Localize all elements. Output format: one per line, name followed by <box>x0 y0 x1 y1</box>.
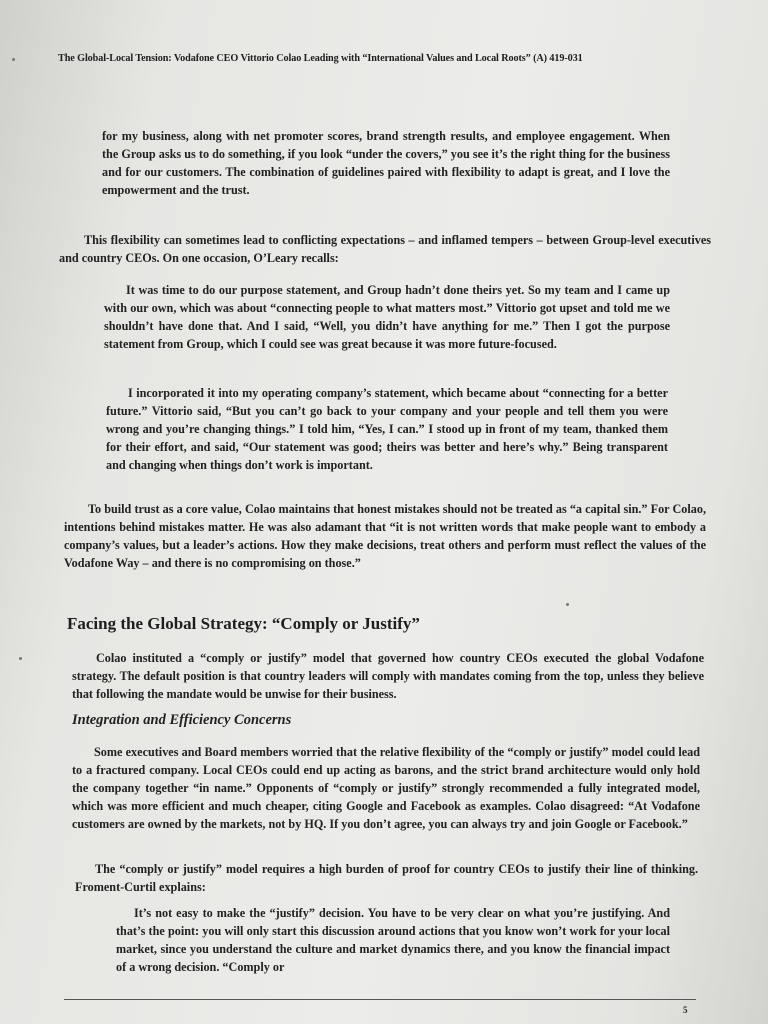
paper-speck <box>566 603 569 606</box>
body-paragraph: This flexibility can sometimes lead to conflicting expectations – and inflamed tempers – between Group-level executives and country CEOs. On one occasion, O’Leary recalls: <box>59 233 711 265</box>
body-paragraph: Colao instituted a “comply or justify” model that governed how country CEOs executed the global Vodafone strategy. The default position is that country leaders will comply with mandates coming from the top, unless they believe that following the mandate would be unwise for their business. <box>72 651 704 701</box>
body-paragraph: The “comply or justify” model requires a high burden of proof for country CEOs to justify their line of thinking. Froment-Curtil explains: <box>75 862 698 894</box>
block-quote-paragraph: It’s not easy to make the “justify” decision. You have to be very clear on what you’re justifying. And that’s the point: you will only start this discussion around actions that you know won’t work for your local market, since you understand the culture and market dynamics there, and you know the financial impact of a wrong decision. “Comply or <box>116 906 670 974</box>
section-heading: Facing the Global Strategy: “Comply or Justify” <box>67 614 420 633</box>
block-quote-paragraph: I incorporated it into my operating company’s statement, which became about “connecting for a better future.” Vittorio said, “But you can’t go back to your company and your people and tell them you were wrong and you’re changing things.” I told him, “Yes, I can.” I stood up in front of my team, thanked them for their effort, and said, “Our statement was good; theirs was better and here’s why.” Being transparent and changing when things don’t work is important. <box>106 386 668 472</box>
running-header: The Global-Local Tension: Vodafone CEO Vittorio Colao Leading with “International Values and Local Roots” (A) 419-031 <box>58 53 583 64</box>
paper-speck <box>12 58 15 61</box>
block-quote-paragraph: It was time to do our purpose statement, and Group hadn’t done theirs yet. So my team and I came up with our own, which was about “connecting people to what matters most.” Vittorio got upset and told me we shouldn’t have done that. And I said, “Well, you didn’t have anything for me.” Then I got the purpose statement from Group, which I could see was great because it was more future-focused. <box>104 283 670 351</box>
footer-rule <box>64 999 696 1000</box>
body-paragraph: To build trust as a core value, Colao maintains that honest mistakes should not be treated as “a capital sin.” For Colao, intentions behind mistakes matter. He was also adamant that “it is not written words that make people want to embody a company’s values, but a leader’s actions. How they make decisions, treat others and perform must reflect the values of the Vodafone Way – and there is no compromising on those.” <box>64 502 706 570</box>
block-quote-paragraph: for my business, along with net promoter scores, brand strength results, and employee engagement. When the Group asks us to do something, if you look “under the covers,” you see it’s the right thing for the business and for our customers. The combination of guidelines paired with flexibility to adapt is great, and I love the empowerment and the trust. <box>102 129 670 197</box>
page-number: 5 <box>683 1005 688 1015</box>
body-paragraph: Some executives and Board members worried that the relative flexibility of the “comply or justify” model could lead to a fractured company. Local CEOs could end up acting as barons, and the strict brand architecture would only hold the company together “in name.” Opponents of “comply or justify” strongly recommended a fully integrated model, which was more efficient and much cheaper, citing Google and Facebook as examples. Colao disagreed: “At Vodafone customers are owned by the markets, not by HQ. If you don’t agree, you can always try and join Google or Facebook.” <box>72 745 700 831</box>
paper-speck <box>19 657 22 660</box>
subsection-heading: Integration and Efficiency Concerns <box>72 712 292 728</box>
